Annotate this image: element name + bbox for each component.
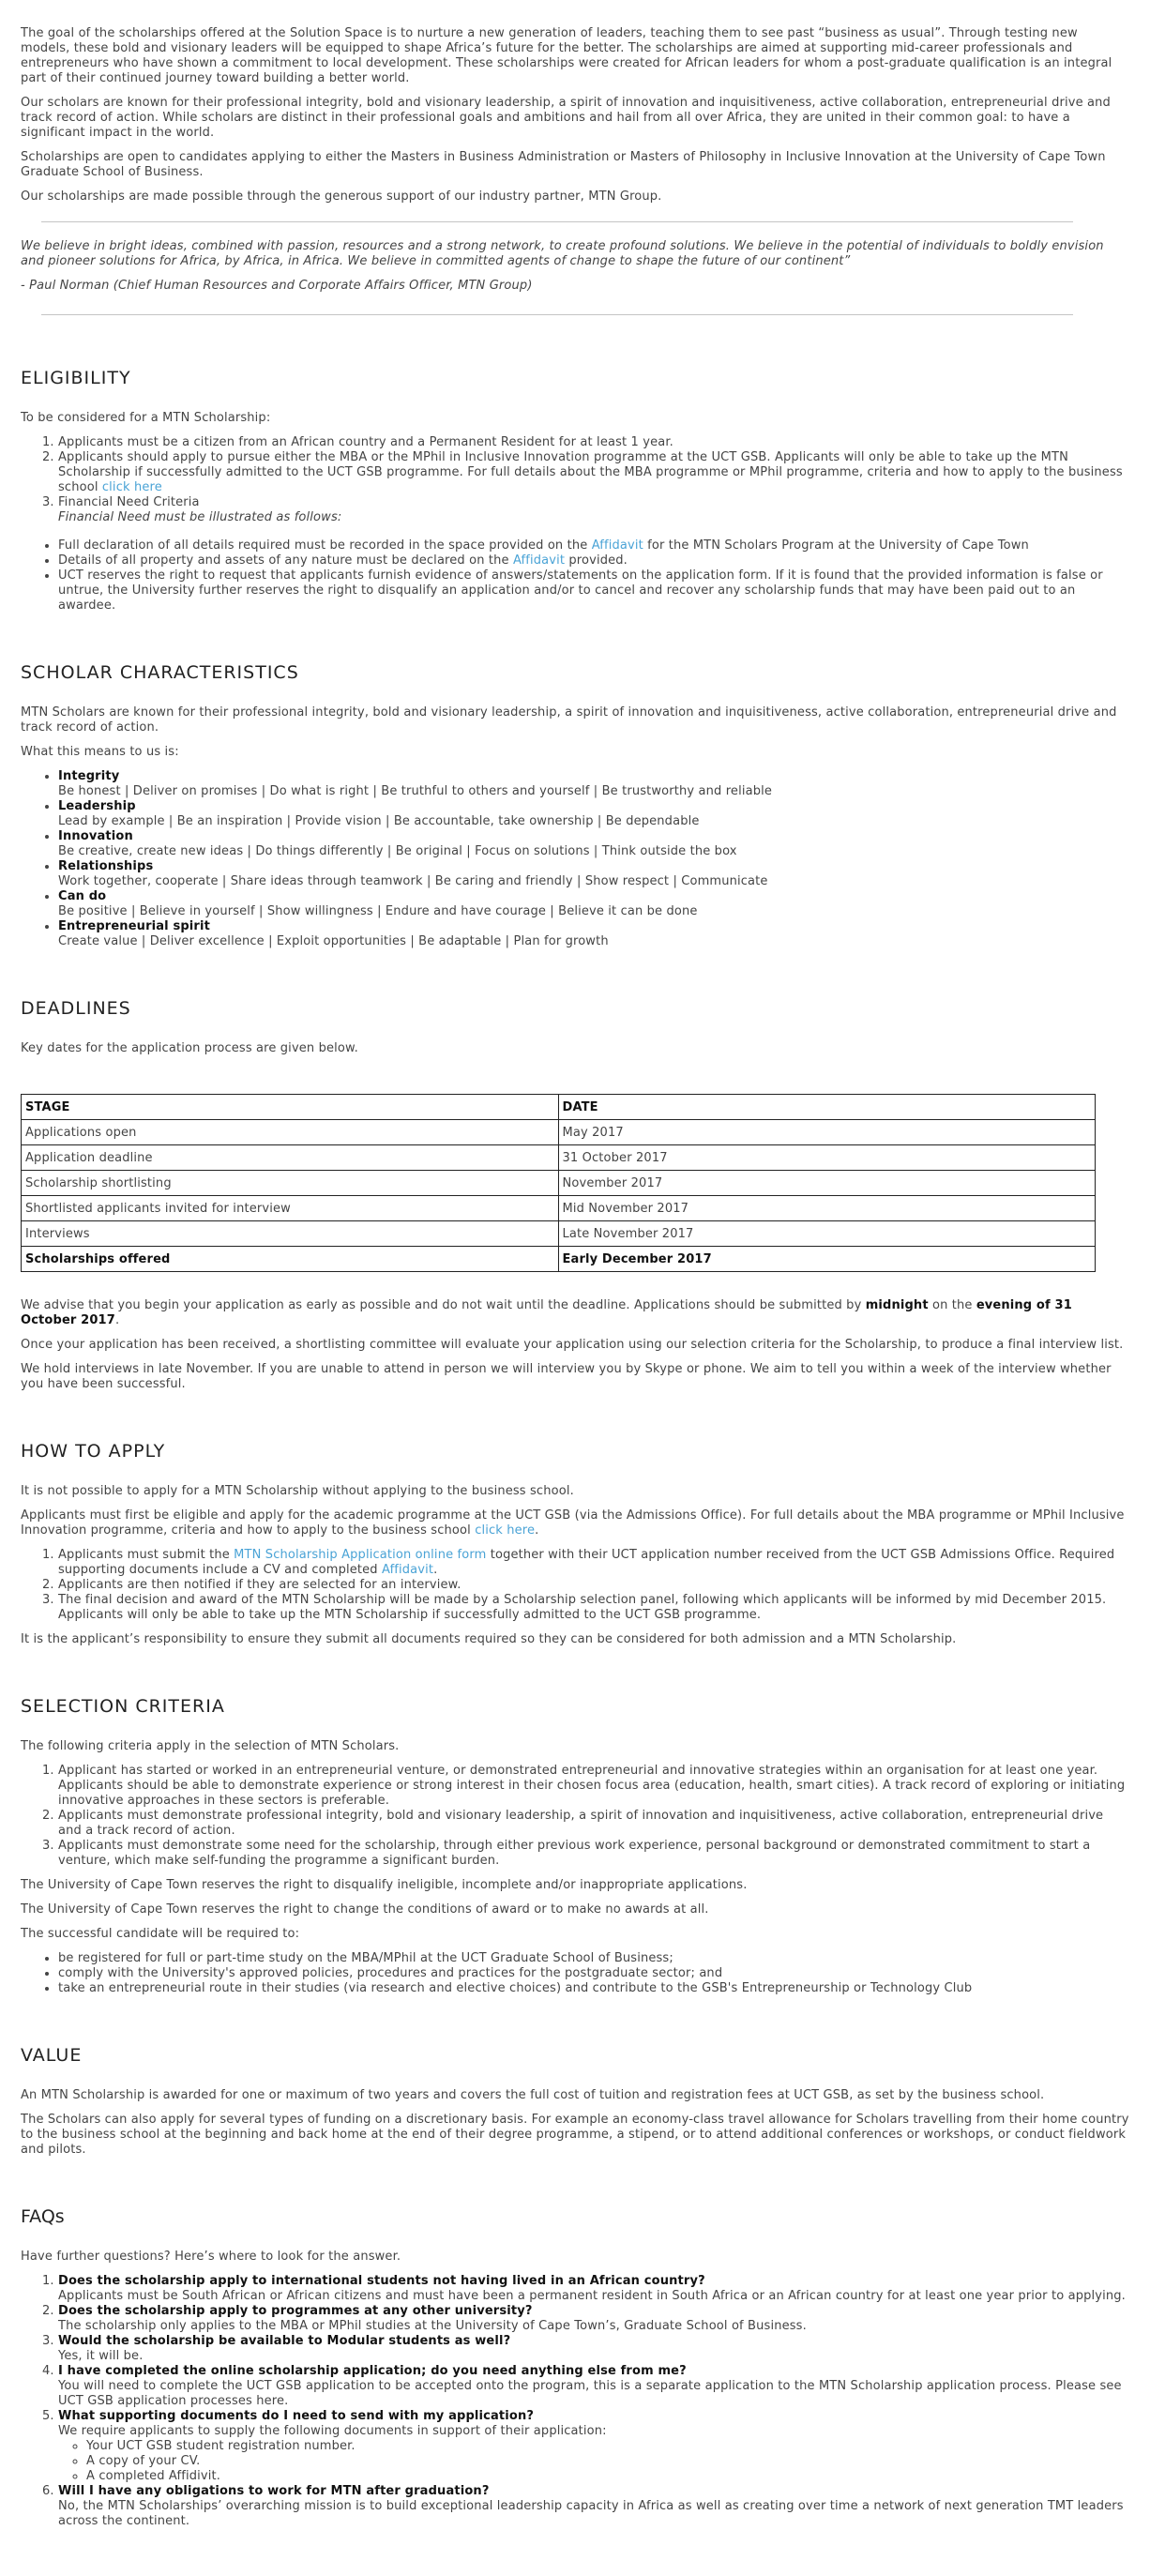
faq-answer: We require applicants to supply the following documents in support of their application: <box>58 2424 607 2438</box>
faq-question: I have completed the online scholarship application; do you need anything else from me? <box>58 2364 687 2378</box>
selection-note: The successful candidate will be required to: <box>21 1927 300 1941</box>
affidavit-link[interactable]: Affidavit <box>591 538 643 553</box>
section-heading-how-to-apply: HOW TO APPLY <box>21 1441 166 1462</box>
stage-cell: Shortlisted applicants invited for interview <box>22 1196 559 1221</box>
value-paragraph: The Scholars can also apply for several types of funding on a discretionary basis. For example an economy-class travel allowance for Scholars travelling from their home country to the business school at the beginning and back home at the end of their degree programme, a stipend, or to attend additional conferences or workshops, or conduct fieldwork and pilots. <box>21 2113 1129 2157</box>
deadlines-paragraph: Once your application has been received, a shortlisting committee will evaluate your application using our selection criteria for the Scholarship, to produce a final interview list. <box>21 1338 1124 1352</box>
document-item: ◦ A copy of your CV. <box>86 2454 1129 2469</box>
how-to-apply-details: Applicants must first be eligible and apply for the academic programme at the UCT GSB (via the Admissions Office). For full details about the MBA programme or MPhil Inclusive Innovation programme, criteria and how to apply to the business school click here. <box>21 1508 1125 1538</box>
date-cell: November 2017 <box>558 1171 1096 1196</box>
section-heading-eligibility: ELIGIBILITY <box>21 368 131 388</box>
characteristic-desc: Lead by example | Be an inspiration | Provide vision | Be accountable, take ownership | Be dependable <box>58 814 700 828</box>
financial-need-list <box>21 538 1129 614</box>
date-cell: Early December 2017 <box>558 1247 1096 1272</box>
how-to-apply-closing: It is the applicant’s responsibility to ensure they submit all documents required so they can be considered for both admission and a MTN Scholarship. <box>21 1632 957 1646</box>
section-heading-selection: SELECTION CRITERIA <box>21 1696 225 1717</box>
requirements-list <box>21 1951 1129 1996</box>
faq-question: Will I have any obligations to work for MTN after graduation? <box>58 2484 490 2498</box>
financial-need-note: Financial Need must be illustrated as follows: <box>58 510 342 524</box>
stage-cell: Application deadline <box>22 1145 559 1171</box>
requirement-item: • take an entrepreneurial route in their studies (via research and elective choices) and contribute to the GSB's Entrepreneurship or Technology Club <box>58 1981 1129 1996</box>
application-form-link[interactable]: MTN Scholarship Application online form <box>234 1548 487 1562</box>
characteristics-section <box>21 662 1129 949</box>
section-heading-deadlines: DEADLINES <box>21 998 131 1019</box>
criteria-item: 3. Applicants must demonstrate some need for the scholarship, through either previous work experience, personal background or demonstrated commitment to start a venture, which make self-funding the programme a significant burden. <box>58 1839 1129 1869</box>
quote-text: We believe in bright ideas, combined with passion, resources and a strong network, to create profound solutions. We believe in the potential of individuals to boldly envision and pioneer solutions for Africa, by Africa, in Africa. We believe in committed agents of change to shape the future of our continent” <box>21 239 1104 268</box>
application-step: 1. Applicants must submit the MTN Scholarship Application online form together with their UCT application number received from the UCT GSB Admissions Office. Required supporting documents include a CV and completed Affidavit. <box>58 1548 1129 1578</box>
selection-criteria-list <box>21 1764 1129 1869</box>
faq-question: Does the scholarship apply to international students not having lived in an African country? <box>58 2274 705 2288</box>
intro-section <box>21 26 1129 205</box>
faq-item <box>58 2409 1129 2484</box>
selection-note: The University of Cape Town reserves the right to change the conditions of award or to make no awards at all. <box>21 1902 709 1917</box>
characteristic-item <box>58 799 1129 829</box>
intro-paragraph: The goal of the scholarships offered at the Solution Space is to nurture a new generation of leaders, teaching them to see past “business as usual”. Through testing new models, these bold and visionary leaders will be equipped to shape Africa’s future for the better. The scholarships are aimed at supporting mid-career professionals and entrepreneurs who have shown a commitment to local development. These scholarships were created for African leaders for whom a post-graduate qualification is an integral part of their continued journey toward building a better world. <box>21 26 1112 85</box>
selection-note: The University of Cape Town reserves the right to disqualify ineligible, incomplete and/or inappropriate applications. <box>21 1878 748 1892</box>
characteristic-title: Relationships <box>58 859 154 873</box>
characteristic-title: Integrity <box>58 769 120 783</box>
blockquote <box>21 239 1129 294</box>
table-row <box>22 1221 1096 1247</box>
characteristic-desc: Work together, cooperate | Share ideas through teamwork | Be caring and friendly | Show respect | Communicate <box>58 874 768 888</box>
how-to-apply-intro: It is not possible to apply for a MTN Scholarship without applying to the business school. <box>21 1484 574 1498</box>
application-step: 2. Applicants are then notified if they are selected for an interview. <box>58 1578 1129 1593</box>
column-header-stage: STAGE <box>22 1095 559 1120</box>
stage-cell: Scholarship shortlisting <box>22 1171 559 1196</box>
document-item: ◦ Your UCT GSB student registration number. <box>86 2439 1129 2454</box>
stage-cell: Interviews <box>22 1221 559 1247</box>
characteristic-desc: Be creative, create new ideas | Do things differently | Be original | Focus on solutions | Think outside the box <box>58 844 737 858</box>
faqs-section <box>21 2206 1129 2529</box>
divider <box>41 221 1073 222</box>
deadlines-lead: Key dates for the application process are given below. <box>21 1041 358 1055</box>
characteristic-item <box>58 919 1129 949</box>
characteristic-item <box>58 889 1129 919</box>
section-heading-faqs: FAQs <box>21 2206 65 2227</box>
faq-answer: No, the MTN Scholarships’ overarching mission is to build exceptional leadership capacity in Africa as well as creating over time a network of next generation TMT leaders across the continent. <box>58 2499 1124 2528</box>
table-row <box>22 1247 1096 1272</box>
characteristic-item <box>58 769 1129 799</box>
requirement-item: • comply with the University's approved policies, procedures and practices for the postgraduate sector; and <box>58 1966 1129 1981</box>
table-row <box>22 1145 1096 1171</box>
characteristics-meaning: What this means to us is: <box>21 745 179 759</box>
table-header-row <box>22 1095 1096 1120</box>
date-cell: Late November 2017 <box>558 1221 1096 1247</box>
characteristic-title: Leadership <box>58 799 136 813</box>
section-heading-value: VALUE <box>21 2045 83 2066</box>
quote-attribution: - Paul Norman (Chief Human Resources and Corporate Affairs Officer, MTN Group) <box>21 279 533 293</box>
eligibility-lead: To be considered for a MTN Scholarship: <box>21 411 271 425</box>
deadline-advice: We advise that you begin your application as early as possible and do not wait until the deadline. Applications should be submitted by midnight on the evening of 31 October 2017. <box>21 1298 1072 1327</box>
characteristic-desc: Be positive | Believe in yourself | Show willingness | Endure and have courage | Believe it can be done <box>58 904 698 918</box>
faq-answer: You will need to complete the UCT GSB application to be accepted onto the program, this is a separate application to the MTN Scholarship application process. Please see UCT GSB application processes here. <box>58 2379 1122 2408</box>
application-steps <box>21 1548 1129 1623</box>
affidavit-link[interactable]: Affidavit <box>381 1563 434 1577</box>
faq-item <box>58 2364 1129 2409</box>
click-here-link[interactable]: click here <box>101 480 162 494</box>
divider <box>41 314 1073 315</box>
eligibility-section <box>21 368 1129 614</box>
characteristic-desc: Be honest | Deliver on promises | Do what is right | Be truthful to others and yourself | Be trustworthy and reliable <box>58 784 773 798</box>
table-row <box>22 1196 1096 1221</box>
intro-paragraph: Our scholarships are made possible through the generous support of our industry partner, MTN Group. <box>21 189 662 204</box>
value-section <box>21 2045 1129 2158</box>
faq-answer: Yes, it will be. <box>58 2349 144 2363</box>
affidavit-link[interactable]: Affidavit <box>512 553 566 568</box>
faq-item <box>58 2334 1129 2364</box>
faq-item <box>58 2304 1129 2334</box>
financial-need-item: • Full declaration of all details required must be recorded in the space provided on the Affidavit for the MTN Scholars Program at the University of Cape Town <box>58 538 1129 553</box>
eligibility-item: 3. Financial Need Criteria Financial Need must be illustrated as follows: <box>58 495 1129 525</box>
date-cell: May 2017 <box>558 1120 1096 1145</box>
characteristic-item <box>58 859 1129 889</box>
document-item: ◦ A completed Affidivit. <box>86 2469 1129 2484</box>
faq-answer: The scholarship only applies to the MBA or MPhil studies at the University of Cape Town’s, Graduate School of Business. <box>58 2319 807 2333</box>
value-paragraph: An MTN Scholarship is awarded for one or maximum of two years and covers the full cost of tuition and registration fees at UCT GSB, as set by the business school. <box>21 2088 1045 2102</box>
characteristic-title: Innovation <box>58 829 133 843</box>
selection-lead: The following criteria apply in the selection of MTN Scholars. <box>21 1739 400 1753</box>
characteristic-title: Entrepreneurial spirit <box>58 919 210 933</box>
characteristic-desc: Create value | Deliver excellence | Exploit opportunities | Be adaptable | Plan for growth <box>58 934 609 948</box>
stage-cell: Applications open <box>22 1120 559 1145</box>
deadlines-paragraph: We hold interviews in late November. If you are unable to attend in person we will interview you by Skype or phone. We aim to tell you within a week of the interview whether you have been successful. <box>21 1362 1112 1391</box>
date-cell: 31 October 2017 <box>558 1145 1096 1171</box>
faqs-lead: Have further questions? Here’s where to look for the answer. <box>21 2250 401 2264</box>
requirement-item: • be registered for full or part-time study on the MBA/MPhil at the UCT Graduate School of Business; <box>58 1951 1129 1966</box>
criteria-item: 1. Applicant has started or worked in an entrepreneurial venture, or demonstrated entrepreneurial and innovative strategies within an organisation for at least one year. Applicants should be able to demonstrate experience or strong interest in their chosen focus area (education, health, smart cities). A track record of exploring or initiating innovative approaches in these sectors is preferable. <box>58 1764 1129 1809</box>
faq-item <box>58 2484 1129 2529</box>
eligibility-item: 2. Applicants should apply to pursue either the MBA or the MPhil in Inclusive Innovation programme at the UCT GSB. Applicants will only be able to take up the MTN Scholarship if successfully admitted to the UCT GSB programme. For full details about the MBA programme or MPhil programme, criteria and how to apply to the business school click here <box>58 450 1129 495</box>
table-row <box>22 1120 1096 1145</box>
intro-paragraph: Scholarships are open to candidates applying to either the Masters in Business Administration or Masters of Philosophy in Inclusive Innovation at the University of Cape Town Graduate School of Business. <box>21 150 1106 179</box>
intro-paragraph: Our scholars are known for their professional integrity, bold and visionary leadership, a spirit of innovation and inquisitiveness, active collaboration, entrepreneurial drive and track record of action. While scholars are distinct in their professional goals and ambitions and hail from all over Africa, they are united in their common goal: to have a significant impact in the world. <box>21 96 1111 140</box>
selection-section <box>21 1696 1129 1996</box>
characteristic-title: Can do <box>58 889 107 903</box>
table-row <box>22 1171 1096 1196</box>
faq-item <box>58 2274 1129 2304</box>
how-to-apply-section <box>21 1441 1129 1647</box>
click-here-link[interactable]: click here <box>475 1523 536 1538</box>
faq-answer: Applicants must be South African or African citizens and must have been a permanent resident in South Africa or an African country for at least one year prior to applying. <box>58 2289 1126 2303</box>
faq-question: What supporting documents do I need to send with my application? <box>58 2409 535 2423</box>
characteristics-lead: MTN Scholars are known for their professional integrity, bold and visionary leadership, a spirit of innovation and inquisitiveness, active collaboration, entrepreneurial drive and track record of action. <box>21 705 1117 735</box>
date-cell: Mid November 2017 <box>558 1196 1096 1221</box>
characteristic-item <box>58 829 1129 859</box>
financial-need-item: • Details of all property and assets of any nature must be declared on the Affidavit provided. <box>58 553 1129 568</box>
section-heading-characteristics: SCHOLAR CHARACTERISTICS <box>21 662 299 683</box>
faq-question: Would the scholarship be available to Modular students as well? <box>58 2334 511 2348</box>
faq-question: Does the scholarship apply to programmes at any other university? <box>58 2304 533 2318</box>
column-header-date: DATE <box>558 1095 1096 1120</box>
faq-list <box>21 2274 1129 2529</box>
financial-need-item: • UCT reserves the right to request that applicants furnish evidence of answers/statements on the application form. If it is found that the provided information is false or untrue, the University further reserves the right to disqualify an application and/or to cancel and recover any scholarship funds that may have been paid out to an awardee. <box>58 568 1129 614</box>
characteristics-list <box>21 769 1129 949</box>
supporting-documents-list <box>58 2439 1129 2484</box>
eligibility-item: 1. Applicants must be a citizen from an African country and a Permanent Resident for at least 1 year. <box>58 435 1129 450</box>
criteria-item: 2. Applicants must demonstrate professional integrity, bold and visionary leadership, a spirit of innovation and inquisitiveness, active collaboration, entrepreneurial drive and a track record of action. <box>58 1809 1129 1839</box>
stage-cell: Scholarships offered <box>22 1247 559 1272</box>
eligibility-list <box>21 435 1129 525</box>
deadlines-table <box>21 1094 1096 1272</box>
quote-block <box>21 214 1129 330</box>
deadlines-section <box>21 998 1129 1392</box>
application-step: 3. The final decision and award of the MTN Scholarship will be made by a Scholarship selection panel, following which applicants will be informed by mid December 2015. Applicants will only be able to take up the MTN Scholarship if successfully admitted to the UCT GSB programme. <box>58 1593 1129 1623</box>
